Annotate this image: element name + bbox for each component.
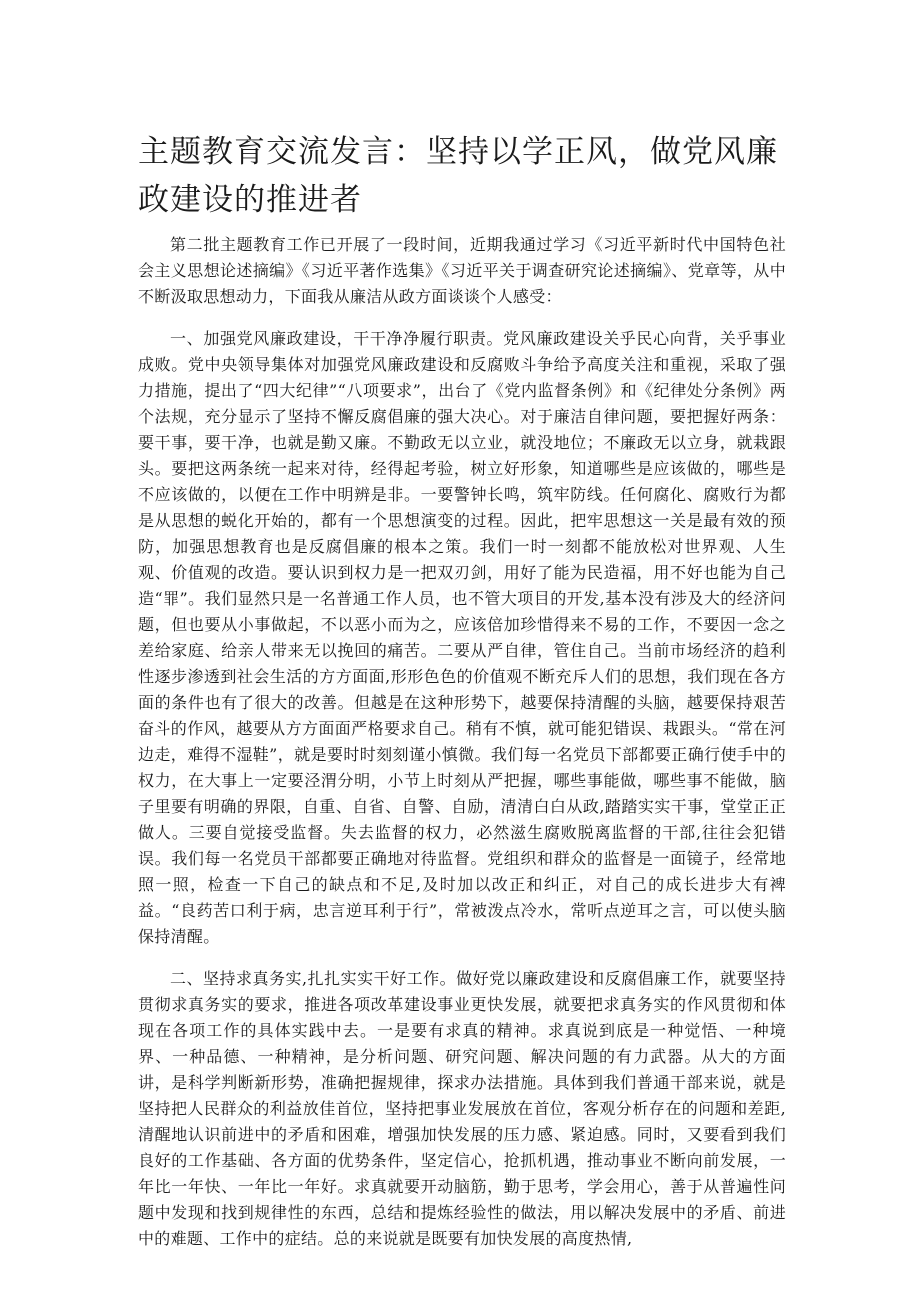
document-body [138,232,786,1268]
paragraph-section-one: 一、加强党风廉政建设，干干净净履行职责。党风廉政建设关乎民心向背，关乎事业成败。党中央领导集体对加强党风廉政建设和反腐败斗争给予高度关注和重视，采取了强力措施，提出了“四大纪律”“八项要求”，出台了《党内监督条例》和《纪律处分条例》两个法规，充分显示了坚持不懈反腐倡廉的强大决心。对于廉洁自律问题，要把握好两条：要干事，要干净，也就是勤又廉。不勤政无以立业，就没地位；不廉政无以立身，就栽跟头。要把这两条统一起来对待，经得起考验，树立好形象，知道哪些是应该做的，哪些是不应该做的，以便在工作中明辨是非。一要警钟长鸣，筑牢防线。任何腐化、腐败行为都是从思想的蜕化开始的，都有一个思想演变的过程。因此，把牢思想这一关是最有效的预防，加强思想教育也是反腐倡廉的根本之策。我们一时一刻都不能放松对世界观、人生观、价值观的改造。要认识到权力是一把双刃剑，用好了能为民造福，用不好也能为自己造“罪”。我们显然只是一名普通工作人员，也不管大项目的开发,基本没有涉及大的经济问题，但也要从小事做起，不以恶小而为之，应该倍加珍惜得来不易的工作，不要因一念之差给家庭、给亲人带来无以挽回的痛苦。二要从严自律，管住自己。当前市场经济的趋利性逐步渗透到社会生活的方方面面,形形色色的价值观不断充斥人们的思想，我们现在各方面的条件也有了很大的改善。但越是在这种形势下，越要保持清醒的头脑，越要保持艰苦奋斗的作风，越要从方方面面严格要求自己。稍有不慎，就可能犯错误、栽跟头。“常在河边走，难得不湿鞋”，就是要时时刻刻谨小慎微。我们每一名党员下部都要正确行使手中的权力，在大事上一定要泾渭分明，小节上时刻从严把握，哪些事能做，哪些事不能做，脑子里要有明确的界限，自重、自省、自警、自励，清清白白从政,踏踏实实干事，堂堂正正做人。三要自觉接受监督。失去监督的权力，必然滋生腐败脱离监督的干部,往往会犯错误。我们每一名党员干部都要正确地对待监督。党组织和群众的监督是一面镜子，经常地照一照，检查一下自己的缺点和不足,及时加以改正和纠正，对自己的成长进步大有裨益。“良药苦口利于病，忠言逆耳利于行”，常被泼点冷水，常听点逆耳之言，可以使头脑保持清醒。 [138,329,786,946]
document-title: 主题教育交流发言：坚持以学正风，做党风廉政建设的推进者 [138,134,778,218]
paragraph-section-two: 二、坚持求真务实,扎扎实实干好工作。做好党以廉政建设和反腐倡廉工作，就要坚持贯彻求真务实的要求，推进各项改革建设事业更快发展，就要把求真务实的作风贯彻和体现在各项工作的具体实践中去。一是要有求真的精神。求真说到底是一种觉悟、一种境界、一种品德、一种精神，是分析问题、研究问题、解决问题的有力武器。从大的方面讲，是科学判断新形势，准确把握规律，探求办法措施。具体到我们普通干部来说，就是坚持把人民群众的利益放佳首位，坚持把事业发展放在首位，客观分析存在的问题和差距,清醒地认识前进中的矛盾和困难，增强加快发展的压力感、紧迫感。同时，又要看到我们良好的工作基础、各方面的优势条件，坚定信心，抢抓机遇，推动事业不断向前发展，一年比一年快、一年比一年好。求真就要开动脑筋，勤于思考，学会用心，善于从普遍性问题中发现和找到规律性的东西，总结和提炼经验性的做法，用以解决发展中的矛盾、前进中的难题、工作中的症结。总的来说就是既要有加快发展的高度热情, [138,969,786,1248]
paragraph-intro: 第二批主题教育工作已开展了一段时间，近期我通过学习《习近平新时代中国特色社会主义思想论述摘编》《习近平著作选集》《习近平关于调查研究论述摘编》、党章等，从中不断汲取思想动力，下面我从廉洁从政方面谈谈个人感受： [138,235,786,306]
